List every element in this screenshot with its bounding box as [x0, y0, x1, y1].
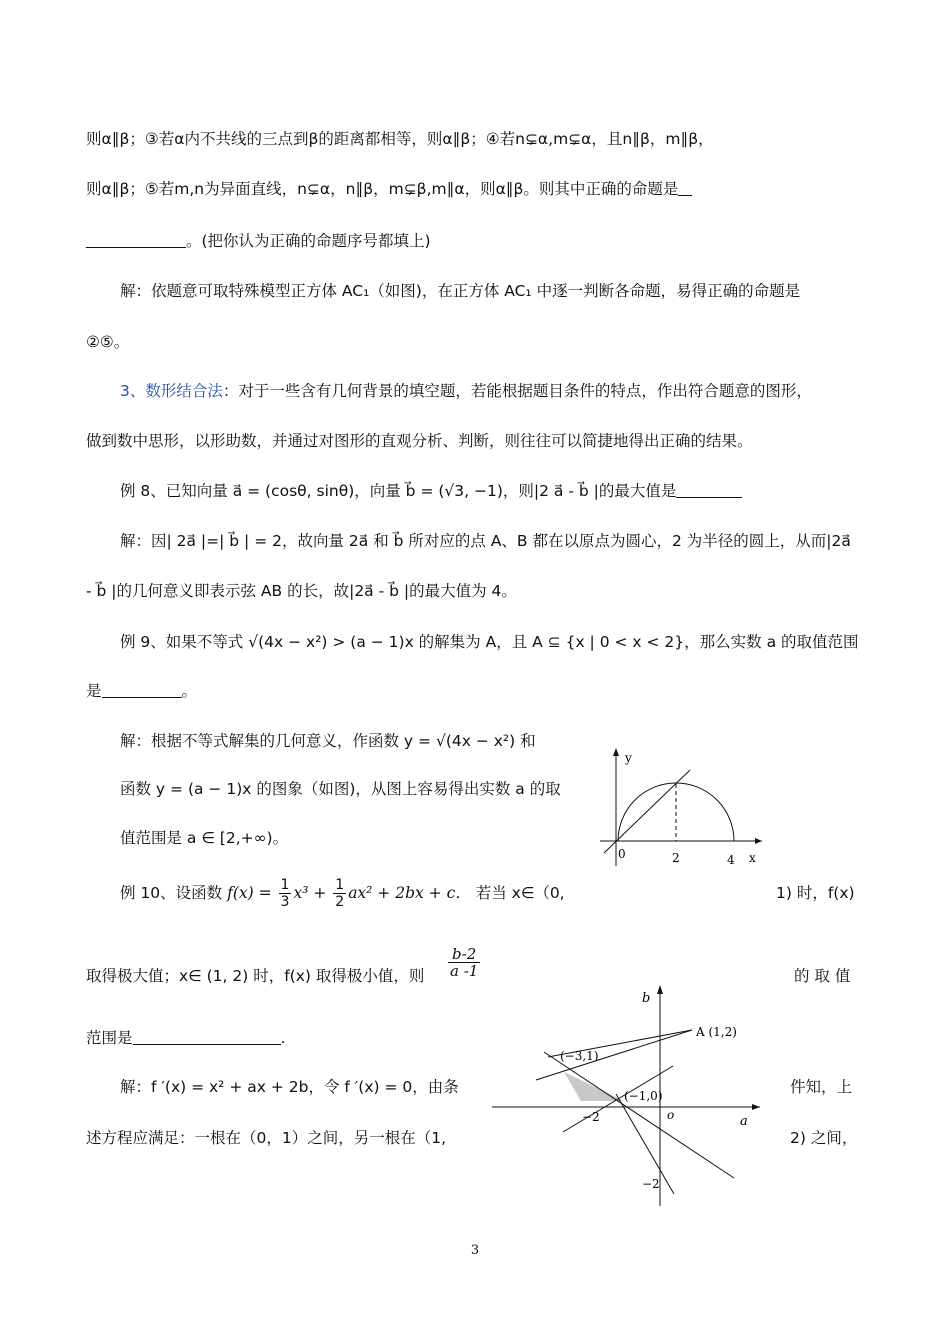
tick-b-neg2: −2: [642, 1177, 660, 1191]
tick-a-neg2: −2: [582, 1110, 600, 1124]
range-label: 范围是: [86, 1029, 133, 1047]
point-A-label: A (1,2): [696, 1025, 737, 1039]
solution-8-line-2: - b⃗ |的几何意义即表示弦 AB 的长，故|2a⃗ - b⃗ |的最大值为 4。: [86, 582, 517, 600]
text-line-4: 解：依题意可取特殊模型正方体 AC₁（如图)，在正方体 AC₁ 中逐一判断各命题，易得正确的命题是: [120, 282, 801, 300]
example-10-line-end: 1) 时，f(x): [776, 884, 855, 902]
range-end: .: [280, 1029, 286, 1047]
point-B-label: (−3,1): [560, 1049, 599, 1063]
example-8-line: [120, 480, 742, 502]
text-line-3-body: 。(把你认为正确的命题序号都填上): [186, 232, 431, 250]
fraction-denominator: 3: [280, 894, 290, 910]
answer-blank-1a: [678, 180, 692, 196]
semicircle-graph: [596, 744, 766, 870]
solution-9-line-1: 解：根据不等式解集的几何意义，作函数 y = √(4x − x²) 和: [120, 732, 536, 750]
section-heading: 3、数形结合法: [120, 382, 223, 400]
solution-10-line-2: 述方程应满足：一根在（0，1）之间，另一根在（1,: [86, 1129, 447, 1147]
tick-0: 0: [618, 847, 626, 861]
example-9-line: 例 9、如果不等式 √(4x − x²) > (a − 1)x 的解集为 A，且 A ⊆ {x | 0 < x < 2}，那么实数 a 的取值范围: [120, 633, 859, 651]
solution-9-line-2: 函数 y = (a − 1)x 的图象（如图)，从图上容易得出实数 a 的取: [120, 780, 561, 798]
y-label: y: [625, 751, 632, 765]
region-graph: [488, 982, 778, 1210]
b-label: b: [642, 991, 651, 1006]
example-9-shi: 是: [86, 682, 102, 700]
fraction-denominator: 2: [335, 894, 345, 910]
solution-10-line-2-end: 2) 之间，: [790, 1129, 858, 1147]
ratio-fraction-box: [448, 946, 480, 979]
x-label: x: [749, 851, 756, 865]
text-line-1: 则α∥β；③若α内不共线的三点到β的距离都相等，则α∥β；④若n⊊α,m⊊α，且n∥β，m∥β，: [86, 130, 714, 148]
shaded-region: [564, 1072, 624, 1101]
x-axis-arrow: [755, 838, 762, 844]
ratio-fraction: [446, 946, 482, 979]
section-heading-rest: ：对于一些含有几何背景的填空题，若能根据题目条件的特点，作出符合题意的图形，: [222, 382, 812, 400]
ratio-denominator: a -1: [450, 962, 479, 980]
page-number: 3: [470, 1243, 480, 1258]
solution-10-line-1-end: 件知，上: [790, 1078, 853, 1096]
solution-9-line-3: 值范围是 a ∈ [2,+∞)。: [120, 829, 289, 847]
example-10-label: 例 10、设函数: [120, 884, 223, 902]
example-10-line-2: 取得极大值；x∈ (1, 2) 时，f(x) 取得极小值，则: [86, 967, 425, 985]
answer-blank-8: [676, 482, 742, 498]
origin-label: o: [667, 1108, 675, 1122]
answer-blank-9: [102, 682, 182, 698]
fraction-numerator: 1: [280, 877, 290, 893]
solution-8-line-1: 解：因| 2a⃗ |=| b⃗ | = 2，故向量 2a⃗ 和 b⃗ 所对应的点 A、B 都在以原点为圆心，2 为半径的圆上，从而|2a⃗: [120, 532, 851, 550]
fraction-one-third: [279, 877, 292, 910]
example-9-end: 。: [181, 682, 198, 700]
text-line-5: ②⑤。: [86, 333, 130, 351]
point-C-label: (−1,0): [624, 1089, 663, 1103]
ratio-numerator: b-2: [448, 946, 480, 963]
formula-term-1: x³ +: [293, 884, 327, 902]
a-axis-arrow: [752, 1104, 760, 1110]
a-label: a: [740, 1114, 748, 1129]
fraction-numerator: 1: [335, 877, 345, 893]
text-line-3: [86, 230, 431, 252]
example-8-text: 例 8、已知向量 a⃗ = (cosθ, sinθ)，向量 b⃗ = (√3, −1)，则|2 a⃗ - b⃗ |的最大值是: [120, 482, 677, 500]
fraction-one-half: [333, 877, 346, 910]
tick-2: 2: [672, 851, 680, 865]
text-line-2-body: 则α∥β；⑤若m,n为异面直线，n⊊α，n∥β，m⊊β,m∥α，则α∥β。则其中正确的命题是: [86, 180, 679, 198]
example-10-line-3: [86, 1027, 285, 1049]
example-9-line-2: [86, 680, 197, 702]
formula-f-name: f(x) =: [227, 884, 272, 902]
section-heading-line: [120, 380, 812, 402]
solution-10-line-1: 解：f ′(x) = x² + ax + 2b，令 f ′(x) = 0，由条: [120, 1078, 459, 1096]
y-axis-arrow: [613, 748, 619, 756]
text-line-2: [86, 178, 692, 200]
answer-blank-1b: [86, 232, 186, 248]
example-10-condition: 若当 x∈（0,: [475, 884, 565, 902]
text-line-7: 做到数中思形，以形助数，并通过对图形的直观分析、判断，则往往可以简捷地得出正确的结果。: [86, 432, 753, 450]
answer-blank-10: [133, 1029, 281, 1045]
boundary-line-1: [544, 1052, 734, 1178]
tick-4: 4: [727, 853, 735, 867]
example-10-line: [120, 875, 565, 911]
example-10-line-2-end: 的 取 值: [794, 967, 851, 985]
formula-term-2: ax² + 2bx + c．: [348, 884, 471, 902]
b-axis-arrow: [657, 985, 663, 994]
